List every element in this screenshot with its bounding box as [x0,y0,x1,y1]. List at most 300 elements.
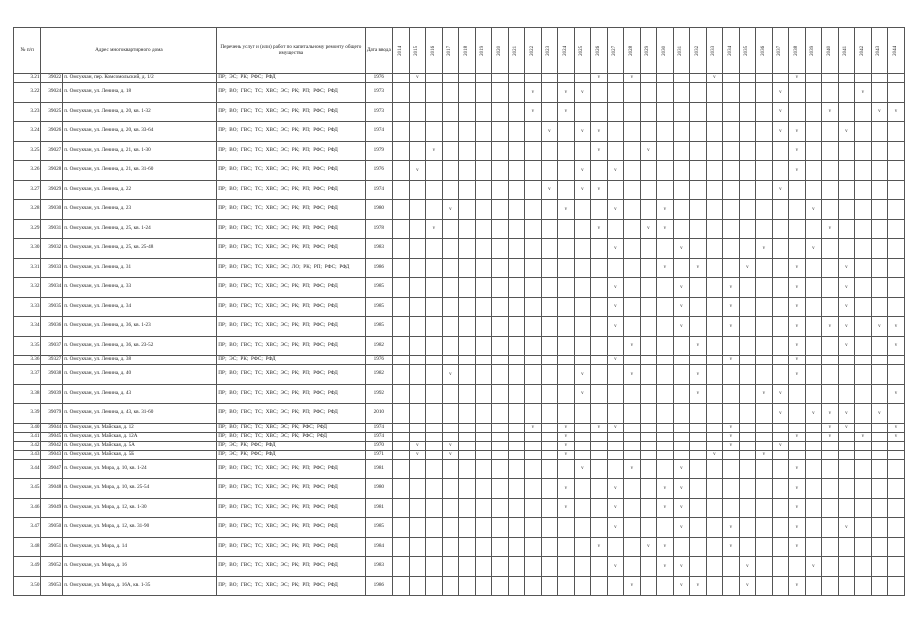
schedule-cell-2014 [393,479,410,499]
schedule-cell-2031 [673,122,690,142]
schedule-cell-2022 [525,518,542,538]
schedule-cell-2026 [591,459,608,479]
schedule-cell-2023 [541,384,558,404]
schedule-cell-2037 [772,498,789,518]
schedule-cell-2035 [739,498,756,518]
schedule-cell-2037 [772,336,789,356]
commission-year: 1974 [365,432,393,441]
schedule-cell-2032 [690,498,707,518]
row-number: 3.42 [14,441,41,450]
scheduled-mark: v [789,336,806,356]
schedule-cell-2022 [525,74,542,83]
schedule-cell-2026 [591,239,608,259]
schedule-cell-2028 [624,450,641,459]
schedule-cell-2023 [541,278,558,298]
schedule-cell-2017 [442,537,459,557]
schedule-cell-2028 [624,317,641,337]
schedule-cell-2021 [508,537,525,557]
scheduled-mark: v [657,219,674,239]
schedule-cell-2040 [822,141,839,161]
year-label: 2038 [793,45,799,56]
schedule-cell-2039 [805,74,822,83]
year-header-2038 [789,28,806,74]
schedule-cell-2029 [640,518,657,538]
schedule-cell-2020 [492,278,509,298]
schedule-cell-2033 [706,336,723,356]
schedule-cell-2030 [657,336,674,356]
year-label: 2019 [480,45,486,56]
schedule-cell-2035 [739,537,756,557]
schedule-cell-2026 [591,498,608,518]
schedule-cell-2016 [426,200,443,220]
house-id: 39038 [41,365,63,385]
schedule-cell-2039 [805,498,822,518]
schedule-cell-2043 [871,219,888,239]
table-row [14,537,905,557]
schedule-cell-2034 [723,336,740,356]
schedule-cell-2036 [756,423,773,432]
schedule-cell-2019 [475,498,492,518]
schedule-cell-2021 [508,83,525,103]
schedule-cell-2043 [871,200,888,220]
schedule-cell-2031 [673,180,690,200]
schedule-cell-2033 [706,537,723,557]
schedule-cell-2033 [706,356,723,365]
year-label: 2043 [876,45,882,56]
schedule-cell-2028 [624,498,641,518]
schedule-cell-2021 [508,432,525,441]
scheduled-mark: v [574,161,591,181]
table-row [14,258,905,278]
scheduled-mark: v [723,356,740,365]
table-row [14,518,905,538]
schedule-cell-2040 [822,297,839,317]
schedule-cell-2018 [459,74,476,83]
scheduled-mark: v [756,384,773,404]
schedule-cell-2020 [492,141,509,161]
table-row [14,161,905,181]
scheduled-mark: v [442,365,459,385]
scheduled-mark: v [673,479,690,499]
schedule-cell-2031 [673,336,690,356]
schedule-cell-2036 [756,404,773,424]
schedule-cell-2029 [640,200,657,220]
schedule-cell-2022 [525,404,542,424]
schedule-cell-2040 [822,200,839,220]
scheduled-mark: v [591,180,608,200]
schedule-cell-2033 [706,297,723,317]
year-header-2026 [591,28,608,74]
row-number: 3.29 [14,219,41,239]
table-row [14,432,905,441]
schedule-cell-2043 [871,459,888,479]
schedule-cell-2040 [822,122,839,142]
schedule-cell-2016 [426,498,443,518]
schedule-cell-2044 [888,518,905,538]
schedule-cell-2027 [607,141,624,161]
schedule-cell-2014 [393,161,410,181]
schedule-cell-2041 [838,459,855,479]
house-address: п. Омсукчан, ул. Мира, д. 10, кв. 25-54 [63,479,217,499]
commission-year: 1974 [365,423,393,432]
row-number: 3.21 [14,74,41,83]
schedule-cell-2033 [706,122,723,142]
schedule-cell-2032 [690,459,707,479]
table-row [14,384,905,404]
schedule-cell-2030 [657,102,674,122]
schedule-cell-2043 [871,537,888,557]
schedule-cell-2030 [657,423,674,432]
schedule-cell-2024 [558,239,575,259]
schedule-cell-2018 [459,200,476,220]
commission-year: 1985 [365,518,393,538]
schedule-cell-2041 [838,441,855,450]
scheduled-mark: v [789,479,806,499]
schedule-cell-2021 [508,200,525,220]
scheduled-mark: v [789,356,806,365]
scheduled-mark: v [789,161,806,181]
schedule-cell-2021 [508,423,525,432]
schedule-cell-2014 [393,278,410,298]
house-address: п. Омсукчан, пер. Комсомольский, д. 1/2 [63,74,217,83]
scheduled-mark: v [607,356,624,365]
schedule-cell-2034 [723,161,740,181]
house-address: п. Омсукчан, ул. Мира, д. 12, кв. 31-90 [63,518,217,538]
year-header-2033 [706,28,723,74]
house-address: п. Омсукчан, ул. Мира, д. 14 [63,537,217,557]
schedule-cell-2020 [492,317,509,337]
schedule-cell-2015 [409,258,426,278]
scheduled-mark: v [822,432,839,441]
schedule-cell-2031 [673,356,690,365]
house-id: 39049 [41,498,63,518]
schedule-cell-2016 [426,161,443,181]
schedule-cell-2016 [426,74,443,83]
schedule-cell-2037 [772,239,789,259]
services-list: ПР; ВО; ГВС; ТС; ХВС; ЭС; РК; РФС; РФД [217,432,365,441]
schedule-cell-2036 [756,365,773,385]
schedule-cell-2026 [591,336,608,356]
schedule-cell-2022 [525,459,542,479]
schedule-cell-2014 [393,498,410,518]
schedule-cell-2042 [855,180,872,200]
schedule-cell-2029 [640,498,657,518]
schedule-cell-2017 [442,278,459,298]
schedule-cell-2024 [558,297,575,317]
schedule-cell-2030 [657,365,674,385]
schedule-cell-2039 [805,161,822,181]
schedule-cell-2028 [624,297,641,317]
scheduled-mark: v [822,423,839,432]
schedule-cell-2026 [591,356,608,365]
schedule-cell-2033 [706,365,723,385]
scheduled-mark: v [607,557,624,577]
services-list: ПР; ВО; ГВС; ТС; ХВС; ЭС; РК; РП; РФС; РФД [217,297,365,317]
schedule-cell-2037 [772,161,789,181]
schedule-cell-2015 [409,239,426,259]
services-list: ПР; ВО; ГВС; ТС; ХВС; ЭС; РК; РП; РФС; РФД [217,161,365,181]
scheduled-mark: v [673,278,690,298]
schedule-cell-2029 [640,441,657,450]
schedule-cell-2043 [871,336,888,356]
schedule-cell-2029 [640,557,657,577]
schedule-cell-2042 [855,122,872,142]
schedule-cell-2029 [640,278,657,298]
scheduled-mark: v [591,141,608,161]
schedule-cell-2031 [673,432,690,441]
scheduled-mark: v [772,122,789,142]
year-header-2019 [475,28,492,74]
scheduled-mark: v [525,423,542,432]
schedule-cell-2019 [475,180,492,200]
schedule-cell-2025 [574,297,591,317]
schedule-cell-2043 [871,83,888,103]
schedule-cell-2037 [772,537,789,557]
schedule-cell-2028 [624,441,641,450]
schedule-cell-2017 [442,258,459,278]
scheduled-mark: v [624,459,641,479]
commission-year: 1986 [365,258,393,278]
year-label: 2023 [546,45,552,56]
schedule-cell-2029 [640,459,657,479]
schedule-cell-2031 [673,404,690,424]
scheduled-mark: v [673,557,690,577]
schedule-cell-2036 [756,297,773,317]
schedule-cell-2025 [574,518,591,538]
schedule-cell-2033 [706,557,723,577]
schedule-cell-2040 [822,459,839,479]
house-id: 39043 [41,450,63,459]
row-number: 3.39 [14,404,41,424]
row-number: 3.34 [14,317,41,337]
schedule-cell-2014 [393,180,410,200]
scheduled-mark: v [558,423,575,432]
scheduled-mark: v [409,161,426,181]
schedule-cell-2031 [673,365,690,385]
schedule-cell-2043 [871,180,888,200]
year-label: 2036 [760,45,766,56]
schedule-cell-2033 [706,441,723,450]
schedule-cell-2042 [855,141,872,161]
schedule-cell-2034 [723,450,740,459]
schedule-cell-2015 [409,356,426,365]
schedule-cell-2042 [855,365,872,385]
schedule-cell-2015 [409,102,426,122]
scheduled-mark: v [723,297,740,317]
scheduled-mark: v [690,258,707,278]
schedule-cell-2034 [723,141,740,161]
schedule-cell-2033 [706,83,723,103]
schedule-cell-2035 [739,278,756,298]
schedule-cell-2020 [492,356,509,365]
schedule-cell-2016 [426,258,443,278]
schedule-cell-2039 [805,365,822,385]
table-row [14,404,905,424]
schedule-cell-2015 [409,122,426,142]
schedule-cell-2033 [706,258,723,278]
scheduled-mark: v [789,122,806,142]
scheduled-mark: v [426,219,443,239]
schedule-cell-2014 [393,356,410,365]
schedule-cell-2034 [723,122,740,142]
schedule-cell-2031 [673,441,690,450]
schedule-cell-2042 [855,450,872,459]
house-address: п. Омсукчан, ул. Ленина, д. 34 [63,297,217,317]
schedule-cell-2030 [657,180,674,200]
schedule-cell-2042 [855,74,872,83]
schedule-cell-2029 [640,161,657,181]
schedule-cell-2015 [409,83,426,103]
schedule-cell-2019 [475,450,492,459]
year-header-2028 [624,28,641,74]
schedule-cell-2023 [541,537,558,557]
schedule-cell-2042 [855,278,872,298]
schedule-cell-2037 [772,317,789,337]
schedule-cell-2024 [558,336,575,356]
scheduled-mark: v [789,258,806,278]
schedule-cell-2035 [739,83,756,103]
schedule-cell-2026 [591,479,608,499]
schedule-cell-2039 [805,441,822,450]
scheduled-mark: v [690,576,707,596]
header-built: Дата ввода [365,28,393,74]
schedule-cell-2027 [607,258,624,278]
schedule-cell-2033 [706,102,723,122]
commission-year: 1973 [365,102,393,122]
schedule-cell-2020 [492,518,509,538]
schedule-cell-2029 [640,404,657,424]
schedule-cell-2028 [624,537,641,557]
schedule-cell-2014 [393,336,410,356]
year-header-2022 [525,28,542,74]
house-address: п. Омсукчан, ул. Ленина, д. 20, кв. 33-64 [63,122,217,142]
row-number: 3.35 [14,336,41,356]
schedule-cell-2015 [409,423,426,432]
schedule-cell-2030 [657,297,674,317]
schedule-cell-2030 [657,278,674,298]
schedule-cell-2036 [756,336,773,356]
schedule-cell-2037 [772,365,789,385]
scheduled-mark: v [657,537,674,557]
schedule-cell-2021 [508,74,525,83]
year-label: 2029 [645,45,651,56]
scheduled-mark: v [789,74,806,83]
schedule-cell-2036 [756,102,773,122]
year-label: 2044 [893,45,899,56]
schedule-cell-2022 [525,336,542,356]
schedule-cell-2016 [426,479,443,499]
year-label: 2021 [513,45,519,56]
house-address: п. Омсукчан, ул. Мира, д. 10, кв. 1-24 [63,459,217,479]
schedule-cell-2022 [525,365,542,385]
schedule-cell-2027 [607,122,624,142]
table-header-row [14,28,905,74]
schedule-cell-2032 [690,200,707,220]
schedule-cell-2017 [442,161,459,181]
schedule-cell-2029 [640,74,657,83]
house-id: 39030 [41,200,63,220]
table-row [14,336,905,356]
schedule-cell-2024 [558,258,575,278]
schedule-cell-2024 [558,278,575,298]
schedule-cell-2036 [756,83,773,103]
schedule-cell-2025 [574,141,591,161]
scheduled-mark: v [657,498,674,518]
scheduled-mark: v [624,365,641,385]
schedule-cell-2016 [426,432,443,441]
schedule-cell-2043 [871,239,888,259]
scheduled-mark: v [442,450,459,459]
table-row [14,219,905,239]
house-address: п. Омсукчан, ул. Ленина, д. 25, кв. 25-48 [63,239,217,259]
table-row [14,239,905,259]
scheduled-mark: v [838,518,855,538]
schedule-cell-2040 [822,336,839,356]
schedule-cell-2035 [739,441,756,450]
scheduled-mark: v [789,498,806,518]
schedule-cell-2017 [442,404,459,424]
schedule-cell-2024 [558,180,575,200]
repair-schedule-document [13,27,905,596]
year-header-2025 [574,28,591,74]
schedule-cell-2032 [690,219,707,239]
schedule-cell-2040 [822,239,839,259]
schedule-cell-2025 [574,317,591,337]
house-id: 39045 [41,432,63,441]
header-services: Перечень услуг и (или) работ по капитальному ремонту общего имущества [217,28,365,74]
schedule-cell-2034 [723,404,740,424]
table-row [14,180,905,200]
schedule-cell-2029 [640,180,657,200]
schedule-cell-2039 [805,423,822,432]
house-id: 39026 [41,122,63,142]
schedule-cell-2031 [673,219,690,239]
schedule-cell-2019 [475,537,492,557]
scheduled-mark: v [442,200,459,220]
schedule-cell-2032 [690,297,707,317]
schedule-cell-2023 [541,404,558,424]
schedule-cell-2028 [624,278,641,298]
schedule-cell-2029 [640,239,657,259]
scheduled-mark: v [756,450,773,459]
scheduled-mark: v [673,518,690,538]
scheduled-mark: v [739,258,756,278]
schedule-cell-2025 [574,258,591,278]
schedule-cell-2035 [739,317,756,337]
services-list: ПР; ВО; ГВС; ТС; ХВС; ЭС; РК; РФС; РФД [217,423,365,432]
schedule-cell-2020 [492,365,509,385]
house-address: п. Омсукчан, ул. Ленина, д. 25, кв. 1-24 [63,219,217,239]
schedule-cell-2022 [525,441,542,450]
schedule-cell-2044 [888,450,905,459]
schedule-cell-2025 [574,404,591,424]
schedule-cell-2022 [525,450,542,459]
schedule-cell-2021 [508,356,525,365]
schedule-cell-2018 [459,278,476,298]
year-header-2021 [508,28,525,74]
commission-year: 1981 [365,498,393,518]
schedule-cell-2018 [459,102,476,122]
row-number: 3.22 [14,83,41,103]
schedule-cell-2034 [723,557,740,577]
commission-year: 1981 [365,459,393,479]
scheduled-mark: v [772,83,789,103]
schedule-cell-2035 [739,141,756,161]
scheduled-mark: v [409,74,426,83]
schedule-cell-2024 [558,317,575,337]
schedule-cell-2037 [772,423,789,432]
schedule-cell-2024 [558,161,575,181]
